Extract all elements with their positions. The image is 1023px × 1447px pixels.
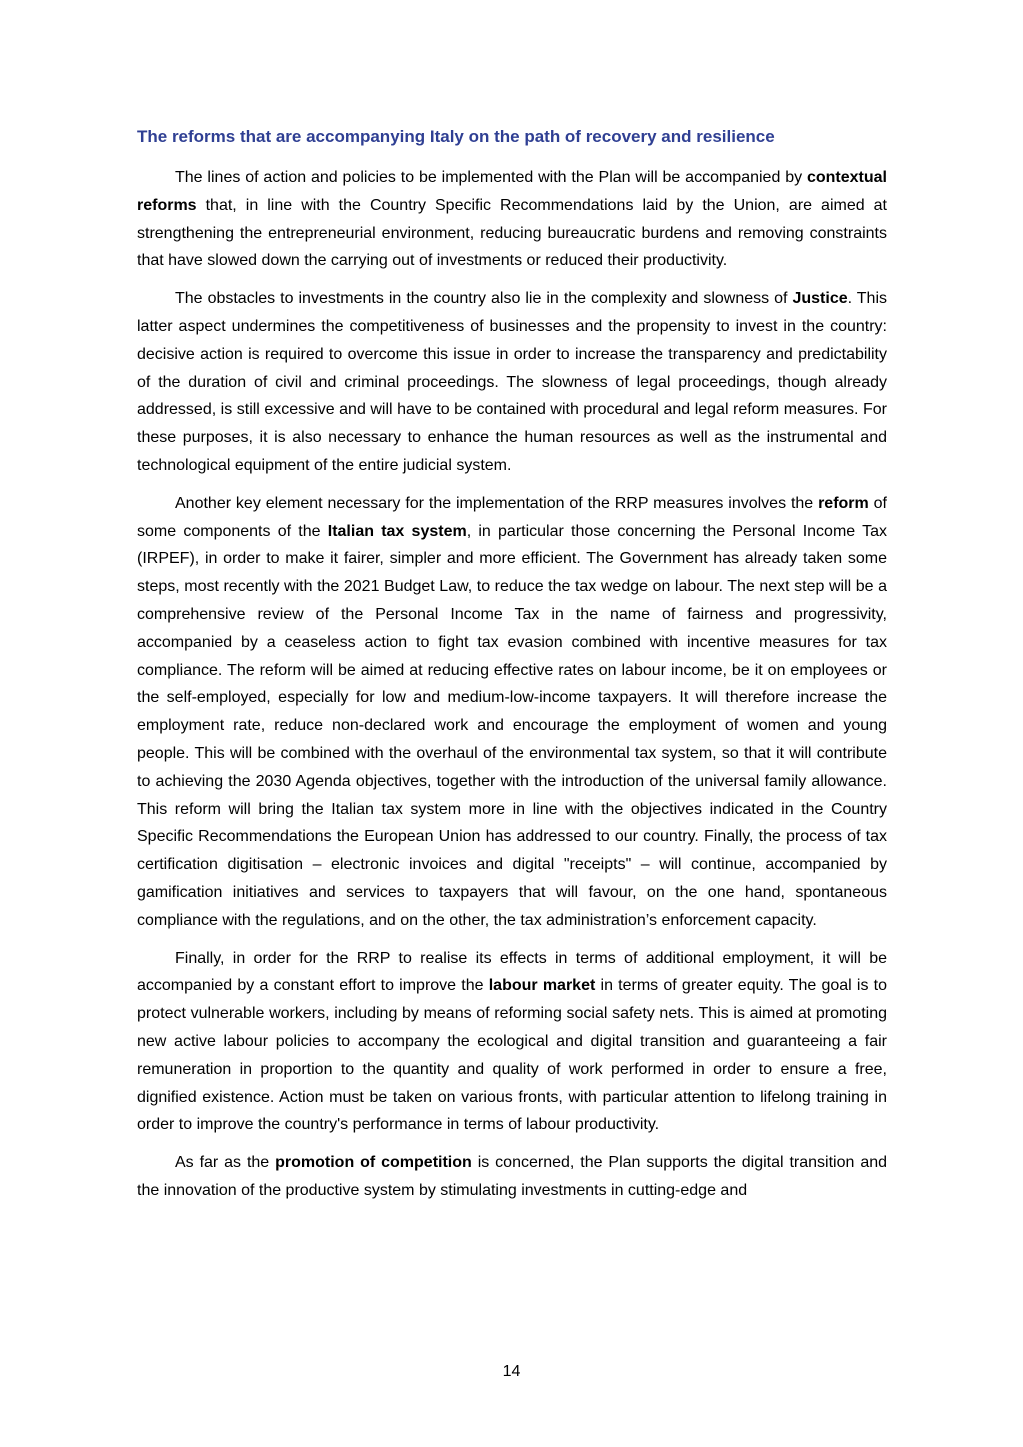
paragraph-tax-system	[137, 490, 887, 935]
paragraph-text: , in particular those concerning the Personal Income Tax (IRPEF), in order to make it fairer, simpler and more efficient. The Government has already taken some steps, most recently with the 2021 Budget Law, to reduce the tax wedge on labour. The next step will be a comprehensive review of the Personal Income Tax in the name of fairness and progressivity, accompanied by a ceaseless action to fight tax evasion combined with incentive measures for tax compliance. The reform will be aimed at reducing effective rates on labour income, be it on employees or the self-employed, especially for low and medium-low-income taxpayers. It will therefore increase the employment rate, reduce non-declared work and encourage the employment of women and young people. This will be combined with the overhaul of the environmental tax system, so that it will contribute to achieving the 2030 Agenda objectives, together with the introduction of the universal family allowance. This reform will bring the Italian tax system more in line with the objectives indicated in the Country Specific Recommendations the European Union has addressed to our country. Finally, the process of tax certification digitisation – electronic invoices and digital "receipts" – will continue, accompanied by gamification initiatives and services to taxpayers that will favour, on the one hand, spontaneous compliance with the regulations, and on the other, the tax administration’s enforcement capacity.	[137, 522, 888, 929]
paragraph-text: . This latter aspect undermines the competitiveness of businesses and the propensity to invest in the country: decisive action is required to overcome this issue in order to increase the transparency and predictability of the duration of civil and criminal proceedings. The slowness of legal proceedings, though already addressed, is still excessive and will have to be contained with procedural and legal reform measures. For these purposes, it is also necessary to enhance the human resources as well as the instrumental and technological equipment of the entire judicial system.	[137, 290, 888, 474]
paragraph-labour-market	[137, 945, 887, 1140]
bold-term-reform: reform	[818, 494, 869, 512]
bold-term-italian-tax-system: Italian tax system	[327, 522, 467, 540]
paragraph-text: is concerned, the Plan supports the digital transition and the innovation of the productive system by stimulating investments in cutting-edge and	[137, 1154, 888, 1199]
section-title: The reforms that are accompanying Italy on the path of recovery and resilience	[137, 127, 775, 146]
paragraph-text: that, in line with the Country Specific Recommendations laid by the Union, are aimed at strengthening the entrepreneurial environment, reducing bureaucratic burdens and removing constraints that have slowed down the carrying out of investments or reduced their productivity.	[137, 196, 887, 270]
paragraph-justice	[137, 285, 887, 480]
paragraph-text: Another key element necessary for the implementation of the RRP measures involves the	[175, 494, 819, 512]
paragraph-contextual-reforms	[137, 164, 887, 275]
bold-term-labour-market: labour market	[488, 977, 596, 995]
paragraph-text: As far as the	[175, 1154, 276, 1172]
paragraph-text: Finally, in order for the RRP to realise its effects in terms of additional employment, it will be accompanied by a constant effort to improve the	[137, 949, 887, 995]
paragraph-text: The lines of action and policies to be implemented with the Plan will be accompanied by	[175, 169, 807, 186]
paragraph-text: of some components of the	[137, 494, 887, 540]
paragraph-competition	[137, 1149, 887, 1205]
paragraph-text: The obstacles to investments in the country also lie in the complexity and slowness of	[175, 290, 793, 308]
bold-term-contextual-reforms: contextual reforms	[137, 169, 887, 214]
page-number: 14	[502, 1363, 521, 1380]
bold-term-promotion-of-competition: promotion of competition	[275, 1154, 472, 1172]
page-content	[137, 124, 887, 1215]
paragraph-text: in terms of greater equity. The goal is to protect vulnerable workers, including by means of reforming social safety nets. This is aimed at promoting new active labour policies to accompany the ecological and digital transition and guaranteeing a fair remuneration in proportion to the quantity and quality of work performed in order to ensure a free, dignified existence. Action must be taken on various fronts, with particular attention to lifelong training in order to improve the country's performance in terms of labour productivity.	[137, 977, 888, 1134]
bold-term-justice: Justice	[792, 290, 848, 308]
